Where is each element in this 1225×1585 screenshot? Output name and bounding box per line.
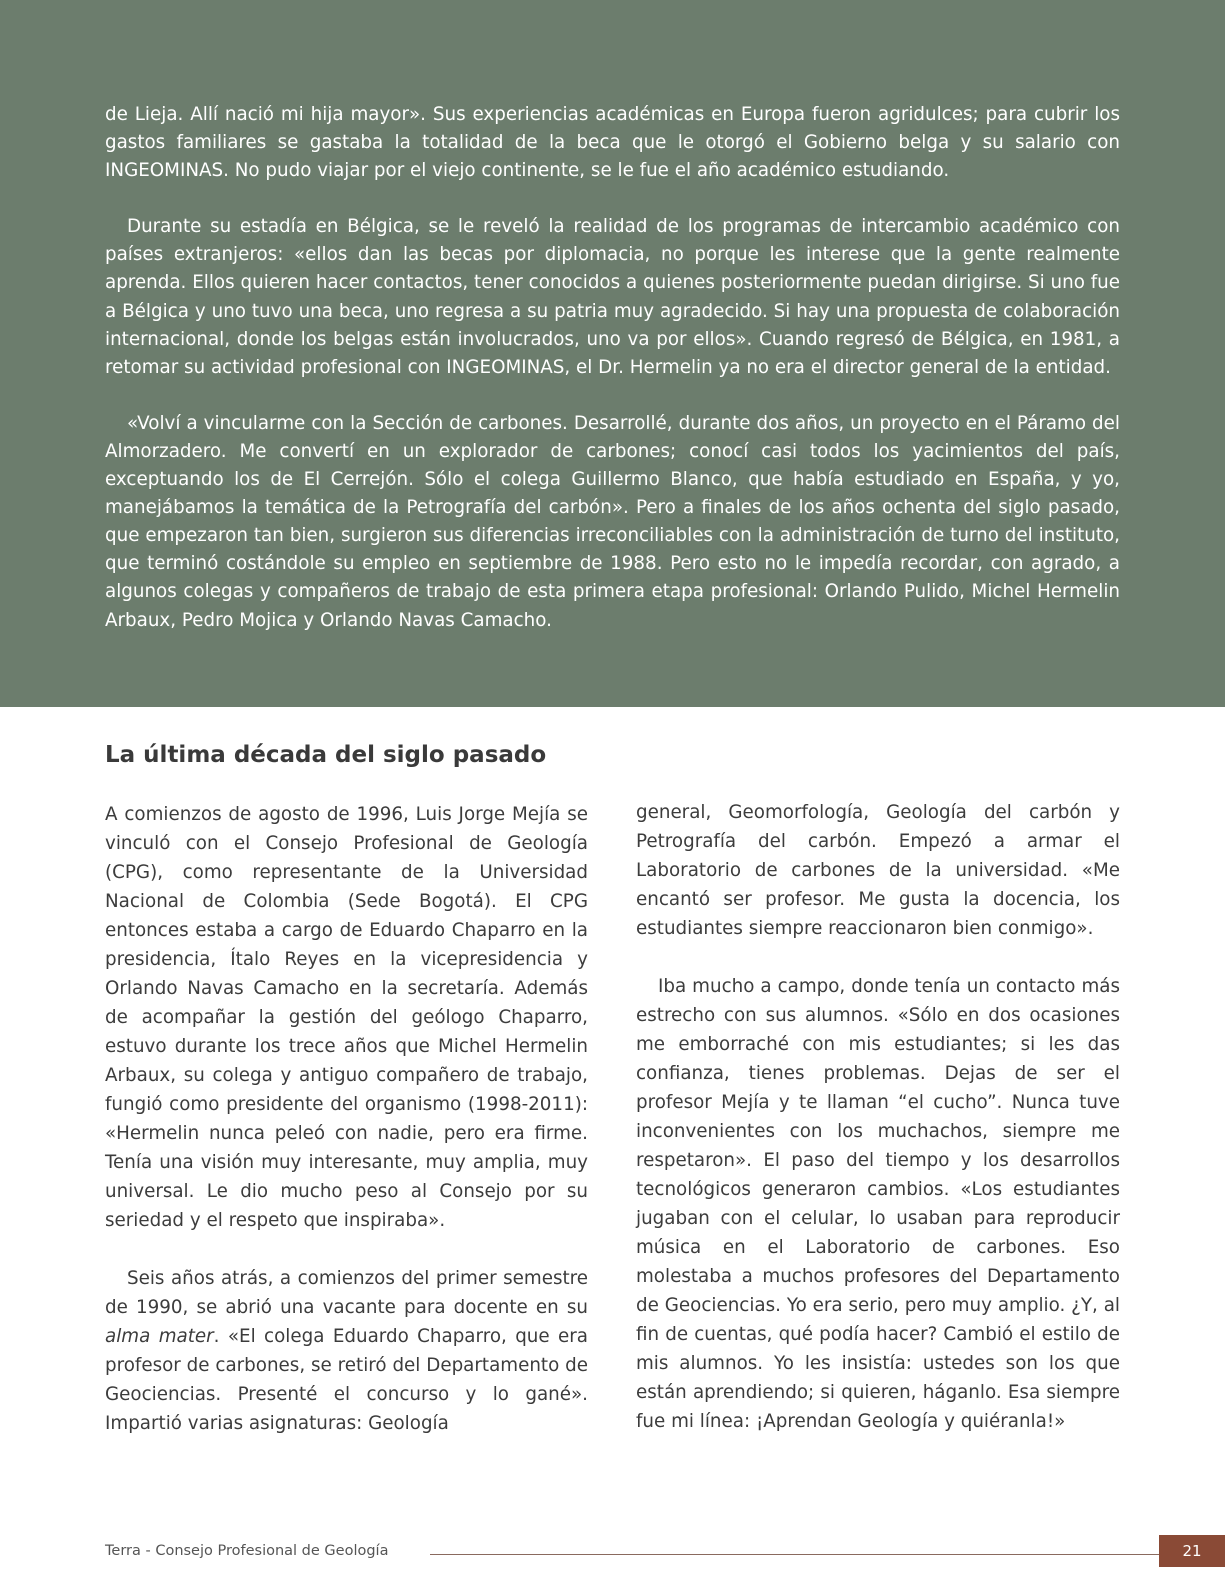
right-paragraph-1: general, Geomorfología, Geología del carbón y Petrografía del carbón. Empezó a armar el Laboratorio de carbones de la universidad. «Me encantó ser profesor. Me gusta la docencia, los estudiantes siempre reaccionaron bien conmigo». [636, 802, 1120, 939]
left-column [105, 800, 588, 1438]
section-title: La última década del siglo pasado [105, 742, 547, 768]
footer-divider [430, 1554, 1160, 1555]
left-paragraph-2-end: . «El colega Eduardo Chaparro, que era profesor de carbones, se retiró del Departamento de Geociencias. Presenté el concurso y lo gané». Impartió varias asignaturas: Geología [105, 1326, 589, 1434]
banner-paragraph-3: «Volví a vincularme con la Sección de carbones. Desarrollé, durante dos años, un proyecto en el Páramo del Almorzadero. Me convertí en un explorador de carbones; conocí casi todos los yacimientos del país, exceptuando los de El Cerrejón. Sólo el colega Guillermo Blanco, que había estudiado en España, y yo, manejábamos la temática de la Petrografía del carbón». Pero a finales de los años ochenta del siglo pasado, que empezaron tan bien, surgieron sus diferencias irreconciliables con la administración de turno del instituto, que terminó costándole su empleo en septiembre de 1988. Pero esto no le impedía recordar, con agrado, a algunos colegas y compañeros de trabajo de esta primera etapa profesional: Orlando Pulido, Michel Hermelin Arbaux, Pedro Mojica y Orlando Navas Camacho. [105, 412, 1120, 631]
right-column [636, 798, 1120, 1436]
alma-mater-emphasis: alma mater [105, 1326, 214, 1347]
footer-publication: Terra - Consejo Profesional de Geología [105, 1543, 389, 1559]
page-number-label: 21 [1182, 1542, 1202, 1560]
right-paragraph-2: Iba mucho a campo, donde tenía un contacto más estrecho con sus alumnos. «Sólo en dos ocasiones me emborraché con mis estudiantes; si les das confianza, tienes problemas. Dejas de ser el profesor Mejía y te llaman “el cucho”. Nunca tuve inconvenientes con los muchachos, siempre me respetaron». El paso del tiempo y los desarrollos tecnológicos generaron cambios. «Los estudiantes jugaban con el celular, lo usaban para reproducir música en el Laboratorio de carbones. Eso molestaba a muchos profesores del Departamento de Geociencias. Yo era serio, pero muy amplio. ¿Y, al fin de cuentas, qué podía hacer? Cambió el estilo de mis alumnos. Yo les insistía: ustedes son los que están aprendiendo; si quieren, háganlo. Esa siempre fue mi línea: ¡Aprendan Geología y quiéranla!» [636, 976, 1120, 1432]
left-paragraph-2 [105, 1264, 588, 1438]
banner-paragraph-1: de Lieja. Allí nació mi hija mayor». Sus experiencias académicas en Europa fueron agridulces; para cubrir los gastos familiares se gastaba la totalidad de la beca que le otorgó el Gobierno belga y su salario con INGEOMINAS. No pudo viajar por el viejo continente, se le fue el año académico estudiando. [105, 104, 1120, 182]
left-paragraph-1: A comienzos de agosto de 1996, Luis Jorge Mejía se vinculó con el Consejo Profesional de Geología (CPG), como representante de la Universidad Nacional de Colombia (Sede Bogotá). El CPG entonces estaba a cargo de Eduardo Chaparro en la presidencia, Ítalo Reyes en la vicepresidencia y Orlando Navas Camacho en la secretaría. Además de acompañar la gestión del geólogo Chaparro, estuvo durante los trece años que Michel Hermelin Arbaux, su colega y antiguo compañero de trabajo, fungió como presidente del organismo (1998-2011): «Hermelin nunca peleó con nadie, pero era firme. Tenía una visión muy interesante, muy amplia, muy universal. Le dio mucho peso al Consejo por su seriedad y el respeto que inspiraba». [105, 804, 588, 1231]
left-paragraph-2-start: Seis años atrás, a comienzos del primer semestre de 1990, se abrió una vacante para docente en su [105, 1268, 588, 1318]
banner-paragraph-2: Durante su estadía en Bélgica, se le reveló la realidad de los programas de intercambio académico con países extranjeros: «ellos dan las becas por diplomacia, no porque les interese que la gente realmente aprenda. Ellos quieren hacer contactos, tener conocidos a quienes posteriormente puedan dirigirse. Si uno fue a Bélgica y uno tuvo una beca, uno regresa a su patria muy agradecido. Si hay una propuesta de colaboración internacional, donde los belgas están involucrados, uno va por ellos». Cuando regresó de Bélgica, en 1981, a retomar su actividad profesional con INGEOMINAS, el Dr. Hermelin ya no era el director general de la entidad. [105, 216, 1120, 378]
green-banner [0, 0, 1225, 707]
banner-text [105, 101, 1120, 635]
page-number [1159, 1535, 1225, 1567]
